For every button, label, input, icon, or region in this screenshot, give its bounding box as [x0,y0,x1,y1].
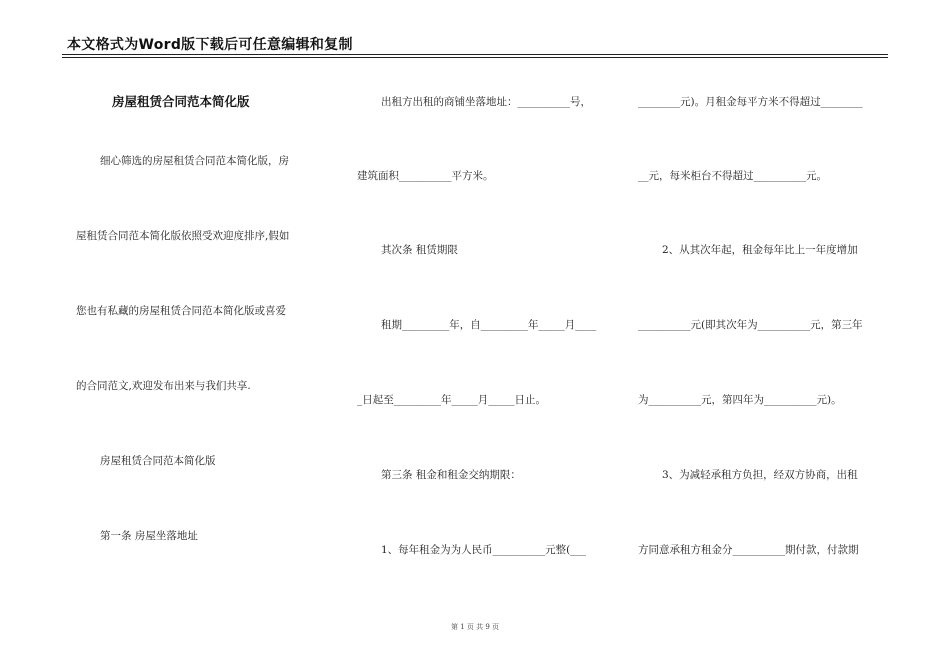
paragraph-line: 出租方出租的商铺坐落地址：__________号， [381,96,591,108]
paragraph-line: 建筑面积__________平方米。 [357,170,494,182]
column-left [76,0,320,672]
page-header-text: 本文格式为Word版下载后可任意编辑和复制 [67,37,353,53]
article-heading: 第一条 房屋坐落地址 [100,530,198,542]
page-number-footer: 第 1 页 共 9 页 [450,623,500,631]
paragraph-line: 3、为减轻承租方负担，经双方协商，出租 [662,469,858,481]
section-heading: 房屋租赁合同范本简化版 [100,455,216,467]
paragraph-line: 2、从其次年起，租金每年比上一年度增加 [662,244,858,256]
paragraph-line: 的合同范文,欢迎发布出来与我们共享. [76,380,251,392]
paragraph-line: 细心筛选的房屋租赁合同范本简化版，房 [100,155,289,167]
paragraph-line: ________元)。月租金每平方米不得超过________ [638,96,863,108]
paragraph-line: 1、每年租金为为人民币__________元整(___ [381,544,587,556]
paragraph-line: 方同意承租方租金分__________期付款，付款期 [638,544,859,556]
column-right [638,0,886,672]
paragraph-line: 您也有私藏的房屋租赁合同范本简化版或喜爱 [76,305,286,317]
article-heading: 其次条 租赁期限 [381,244,458,256]
paragraph-line: __元，每米柜台不得超过__________元。 [638,170,827,182]
paragraph-line: 为__________元，第四年为__________元)。 [638,394,842,406]
article-heading: 第三条 租金和租金交纳期限： [381,469,521,481]
document-title: 房屋租赁合同范本简化版 [112,94,250,109]
paragraph-line: 租期_________年，自_________年_____月____ [381,319,597,331]
paragraph-line: __________元(即其次年为__________元，第三年 [638,319,863,331]
paragraph-line: 屋租赁合同范本简化版依照受欢迎度排序,假如 [76,230,290,242]
paragraph-line: _日起至_________年_____月_____日止。 [357,394,546,406]
column-middle [357,0,611,672]
